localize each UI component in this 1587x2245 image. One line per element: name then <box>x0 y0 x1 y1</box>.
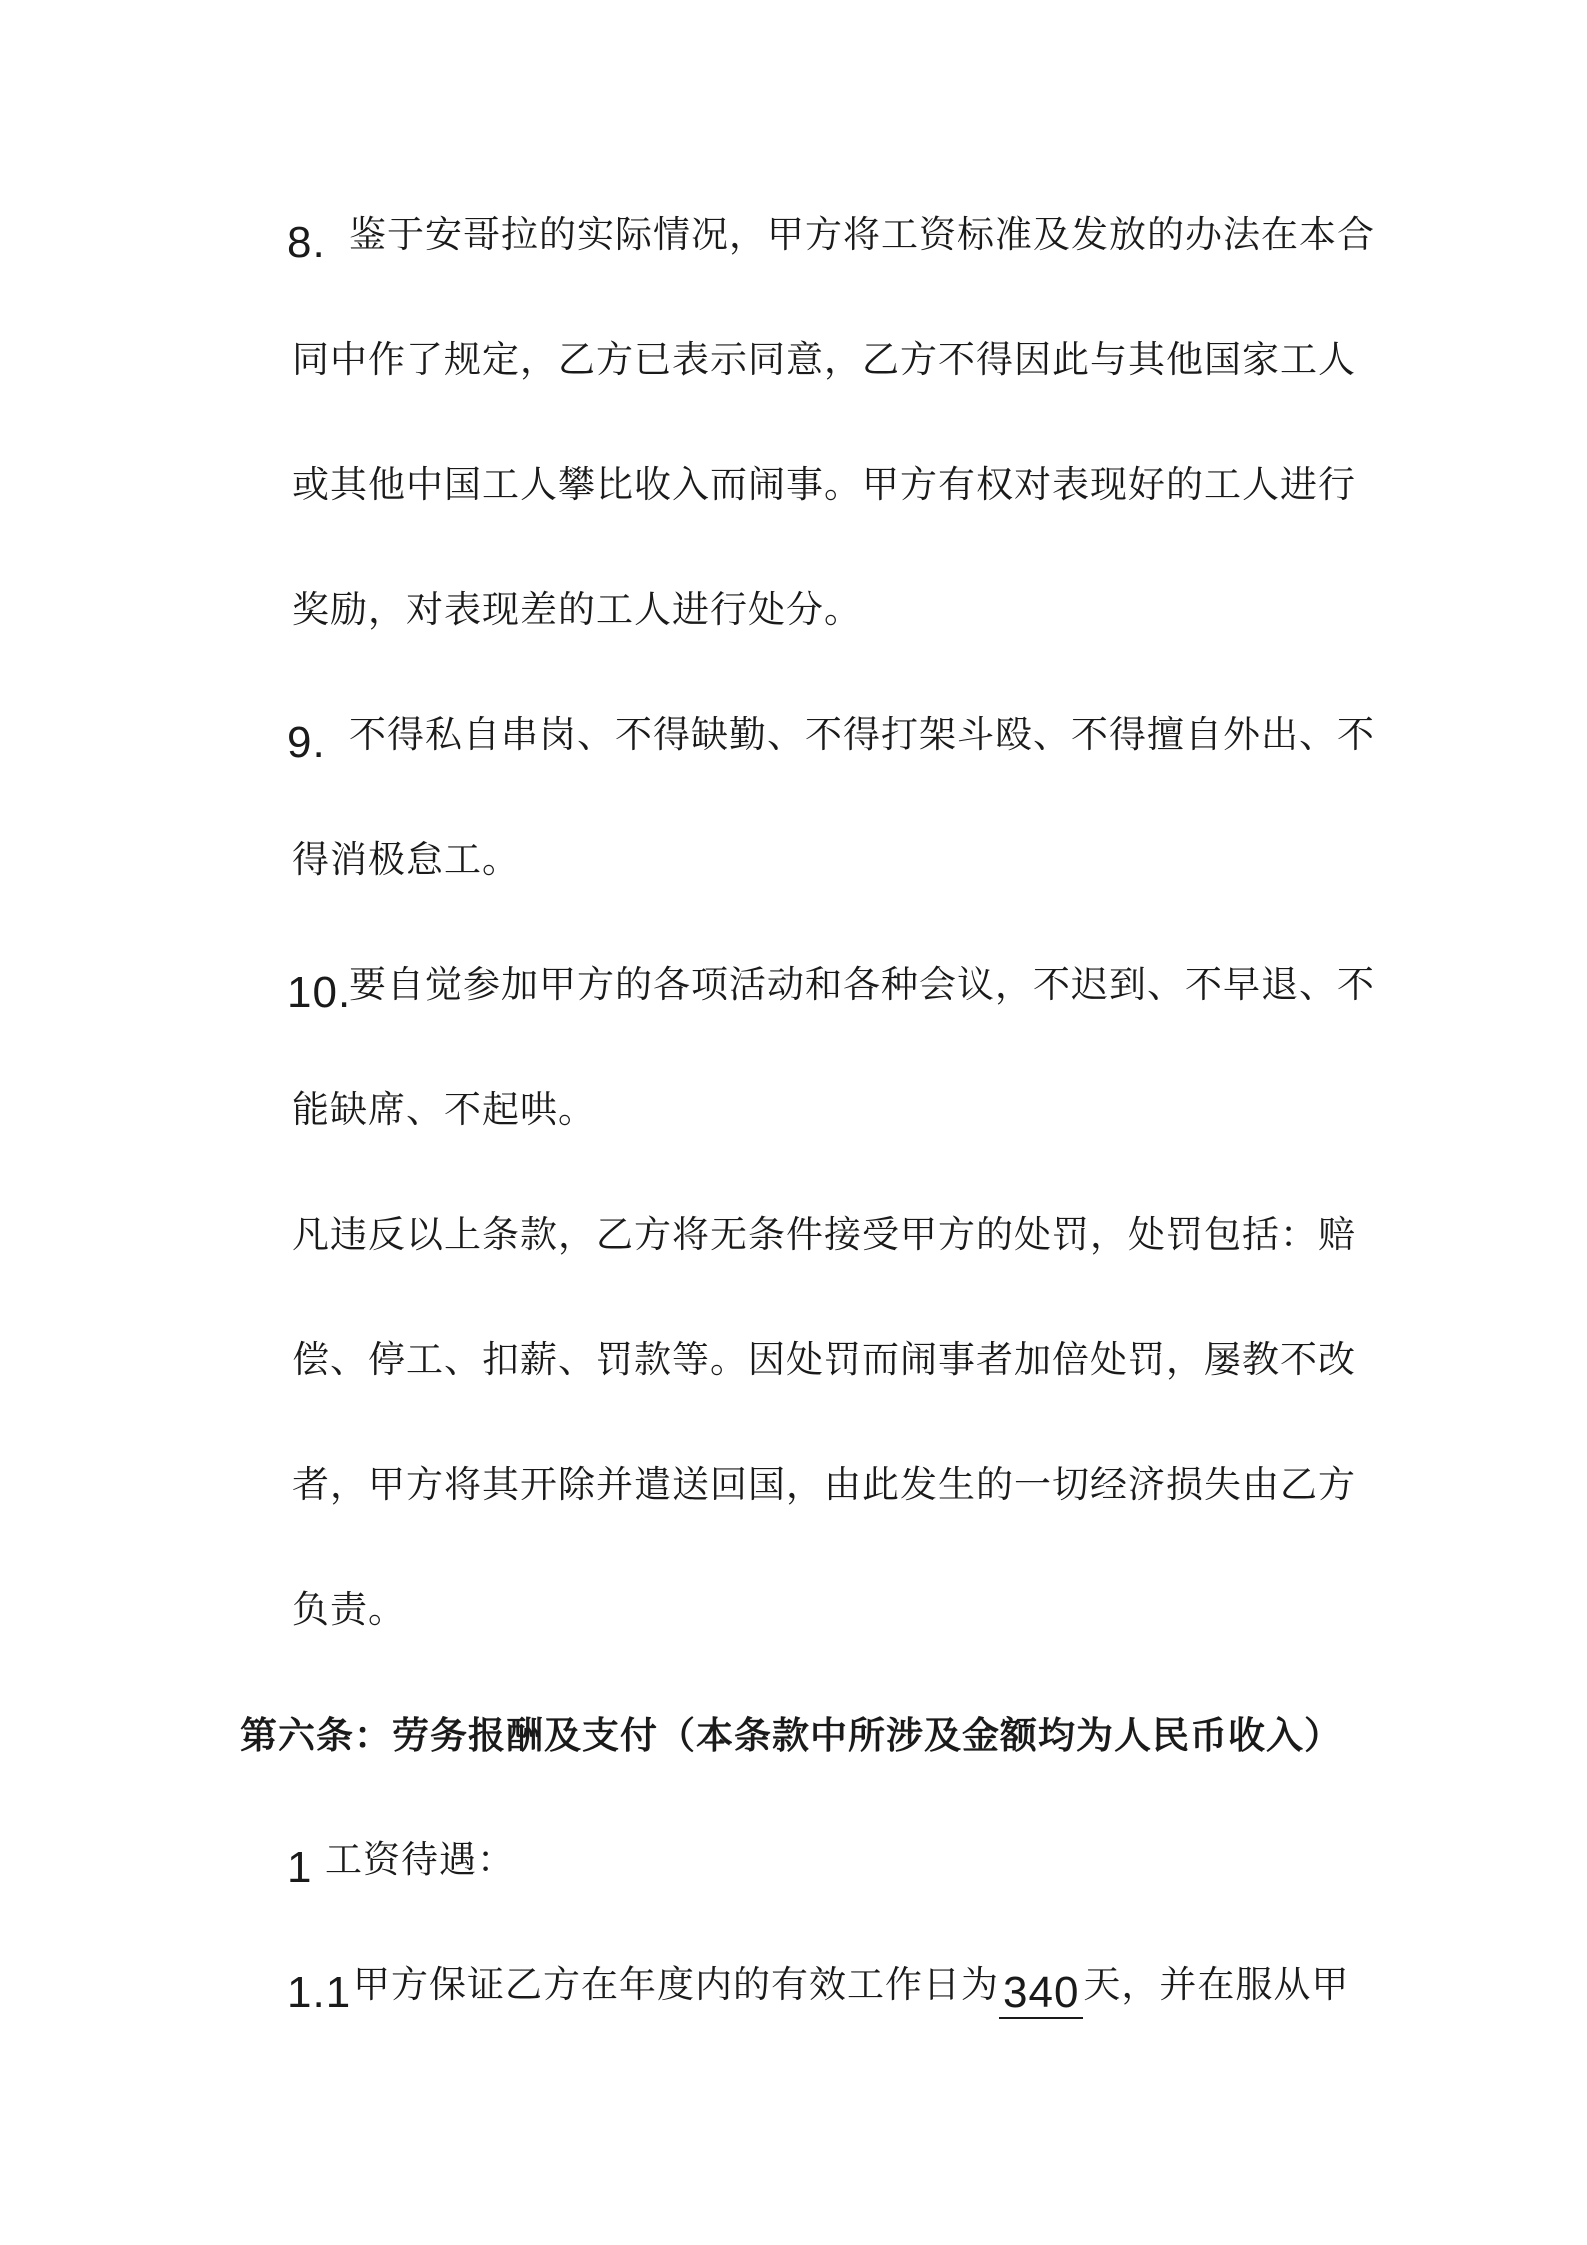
item-8-text-1: 鉴于安哥拉的实际情况，甲方将工资标准及发放的办法在本合 <box>349 213 1375 256</box>
item-10-text-1: 要自觉参加甲方的各项活动和各种会议，不迟到、不早退、不 <box>349 963 1375 1006</box>
item-1-number: 1 <box>287 1843 313 1892</box>
article-6-heading: 第六条：劳务报酬及支付（本条款中所涉及金额均为人民币收入） <box>240 1713 1342 1757</box>
item-9-line-1 <box>287 710 1375 768</box>
item-8-line-1 <box>287 210 1375 268</box>
item-9-line-2: 得消极怠工。 <box>292 838 520 881</box>
penalty-line-3: 者，甲方将其开除并遣送回国，由此发生的一切经济损失由乙方 <box>292 1463 1356 1506</box>
item-1-1-text-after: 天，并在服从甲 <box>1083 1963 1350 2006</box>
item-1-line <box>287 1835 515 1893</box>
penalty-line-1: 凡违反以上条款，乙方将无条件接受甲方的处罚，处罚包括：赔 <box>292 1213 1356 1256</box>
item-10-line-1 <box>287 960 1375 1018</box>
penalty-line-4: 负责。 <box>292 1588 406 1631</box>
item-8-line-4: 奖励，对表现差的工人进行处分。 <box>292 588 862 631</box>
item-1-1-text-before: 甲方保证乙方在年度内的有效工作日为 <box>353 1963 999 2006</box>
item-1-1-number: 1.1 <box>287 1968 352 2017</box>
penalty-line-2: 偿、停工、扣薪、罚款等。因处罚而闹事者加倍处罚，屡教不改 <box>292 1338 1356 1381</box>
item-10-number: 10. <box>287 968 352 1017</box>
item-8-number: 8. <box>287 218 326 267</box>
item-9-text-1: 不得私自串岗、不得缺勤、不得打架斗殴、不得擅自外出、不 <box>349 713 1375 756</box>
item-8-line-3: 或其他中国工人攀比收入而闹事。甲方有权对表现好的工人进行 <box>292 463 1356 506</box>
item-1-text: 工资待遇： <box>325 1838 515 1881</box>
item-1-1-line <box>287 1960 1349 2019</box>
item-9-number: 9. <box>287 718 326 767</box>
item-8-line-2: 同中作了规定，乙方已表示同意，乙方不得因此与其他国家工人 <box>292 338 1356 381</box>
working-days-value: 340 <box>999 1969 1083 2019</box>
item-10-line-2: 能缺席、不起哄。 <box>292 1088 596 1131</box>
